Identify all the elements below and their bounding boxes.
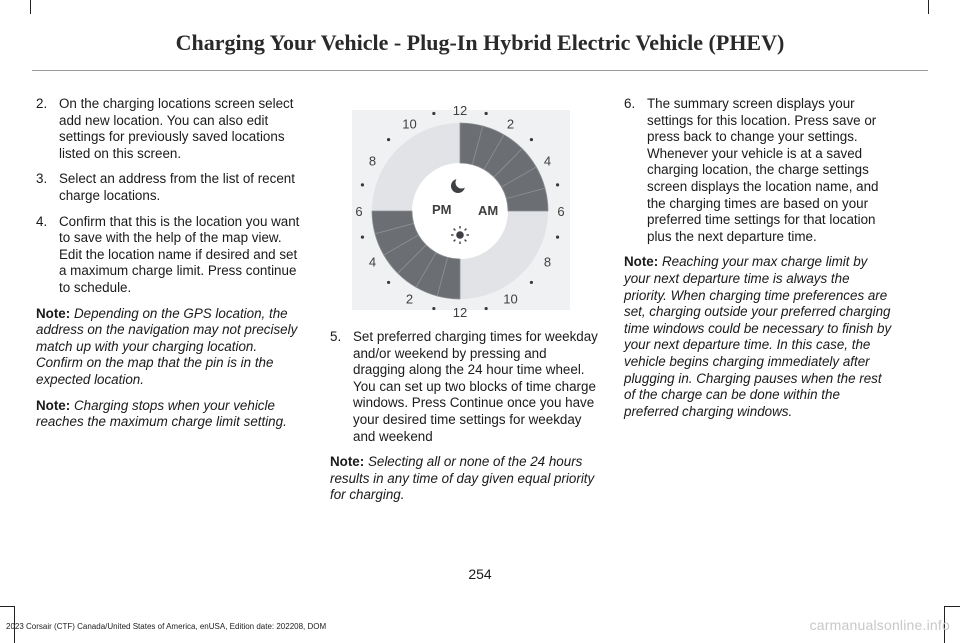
- clock-dot: [432, 112, 435, 115]
- list-item: [624, 96, 896, 245]
- watermark: carmanualsonline.info: [809, 617, 950, 633]
- note: [624, 254, 896, 420]
- page-number: 254: [468, 566, 492, 582]
- clock-dot: [556, 183, 559, 186]
- clock-label: 10: [503, 291, 518, 307]
- page-title: Charging Your Vehicle - Plug-In Hybrid Electric Vehicle (PHEV): [175, 30, 785, 55]
- clock-dot: [387, 138, 390, 141]
- clock-dot: [485, 307, 488, 310]
- clock-label: 2: [506, 116, 515, 132]
- column-right: [624, 96, 896, 429]
- note-text: Selecting all or none of the 24 hours results in any time of day given equal priority for charging.: [330, 454, 595, 503]
- clock-label: 6: [355, 204, 363, 219]
- note: [36, 398, 306, 431]
- crop-mark: [0, 606, 14, 607]
- note-label: Note:: [624, 254, 659, 270]
- am-label: AM: [478, 203, 499, 218]
- clock-label: 2: [405, 291, 414, 307]
- step-number: 2.: [36, 96, 48, 111]
- crop-mark: [30, 0, 31, 14]
- crop-mark: [944, 606, 960, 607]
- step-text: The summary screen displays your settings for this location. Press save or press back to change your settings. Whenever your vehicle is at a saved charging location, the charge settings screen displays the location name, and the charging times are based on your preferred time settings for that location plus the next departure time.: [647, 96, 879, 244]
- note-label: Note:: [36, 397, 71, 413]
- list-item: [36, 171, 306, 204]
- clock-label: 6: [557, 204, 565, 219]
- note-text: Reaching your max charge limit by your next departure time is always the priority. When charging time preferences are set, charging outside your preferred charging time windows could be necessary to finish by your next departure time. In this case, the vehicle begins charging immediately after plugging in. Charging pauses when the rest of the charge can be done within the preferred charging windows.: [624, 254, 892, 419]
- clock-dot: [361, 183, 364, 186]
- clock-label: 10: [402, 116, 417, 132]
- step-number: 6.: [624, 96, 636, 111]
- clock-dot: [556, 236, 559, 239]
- clock-dot: [530, 281, 533, 284]
- time-wheel-figure: [352, 103, 570, 320]
- step-text: On the charging locations screen select add new location. You can also edit settings for previously saved locations listed on this screen.: [59, 96, 294, 161]
- column-left: [36, 96, 306, 440]
- note-text: Charging stops when your vehicle reaches the maximum charge limit setting.: [36, 397, 287, 430]
- clock-dot: [387, 281, 390, 284]
- note-label: Note:: [330, 454, 365, 470]
- pm-label: PM: [432, 202, 452, 217]
- clock-dot: [432, 307, 435, 310]
- list-item: [330, 329, 602, 445]
- clock-label: 8: [368, 153, 377, 169]
- clock-dot: [530, 138, 533, 141]
- step-number: 4.: [36, 213, 48, 229]
- header-divider: [32, 70, 928, 71]
- clock-label: 12: [452, 305, 468, 320]
- footer-edition: 2023 Corsair (CTF) Canada/United States of America, enUSA, Edition date: 202208, DOM: [6, 622, 327, 631]
- step-number: 3.: [36, 171, 48, 187]
- note: [36, 306, 306, 389]
- note: [330, 454, 602, 504]
- note-label: Note:: [36, 305, 71, 321]
- list-item: [36, 214, 306, 297]
- column-middle: [330, 329, 602, 513]
- clock-label: 4: [368, 254, 377, 270]
- clock-label: 12: [452, 103, 468, 118]
- crop-mark: [928, 0, 929, 14]
- clock-dot: [361, 236, 364, 239]
- step-text: Confirm that this is the location you want to save with the help of the map view. Edit the location name if desired and set a maximum charge limit. Press continue to schedule.: [59, 213, 300, 295]
- note-text: Depending on the GPS location, the address on the navigation may not precisely match up with your charging location. Confirm on the map that the pin is in the expected location.: [36, 305, 298, 387]
- time-wheel-svg: [352, 103, 570, 320]
- list-item: [36, 96, 306, 162]
- clock-label: 4: [543, 153, 552, 169]
- step-text: Select an address from the list of recent charge locations.: [59, 171, 295, 203]
- clock-label: 8: [543, 254, 552, 270]
- step-text: Set preferred charging times for weekday and/or weekend by pressing and dragging along the 24 hour time wheel. You can set up two blocks of time charge windows. Press Continue once you have your desired time settings for weekday and weekend: [353, 329, 598, 444]
- step-number: 5.: [330, 329, 342, 344]
- clock-dot: [485, 112, 488, 115]
